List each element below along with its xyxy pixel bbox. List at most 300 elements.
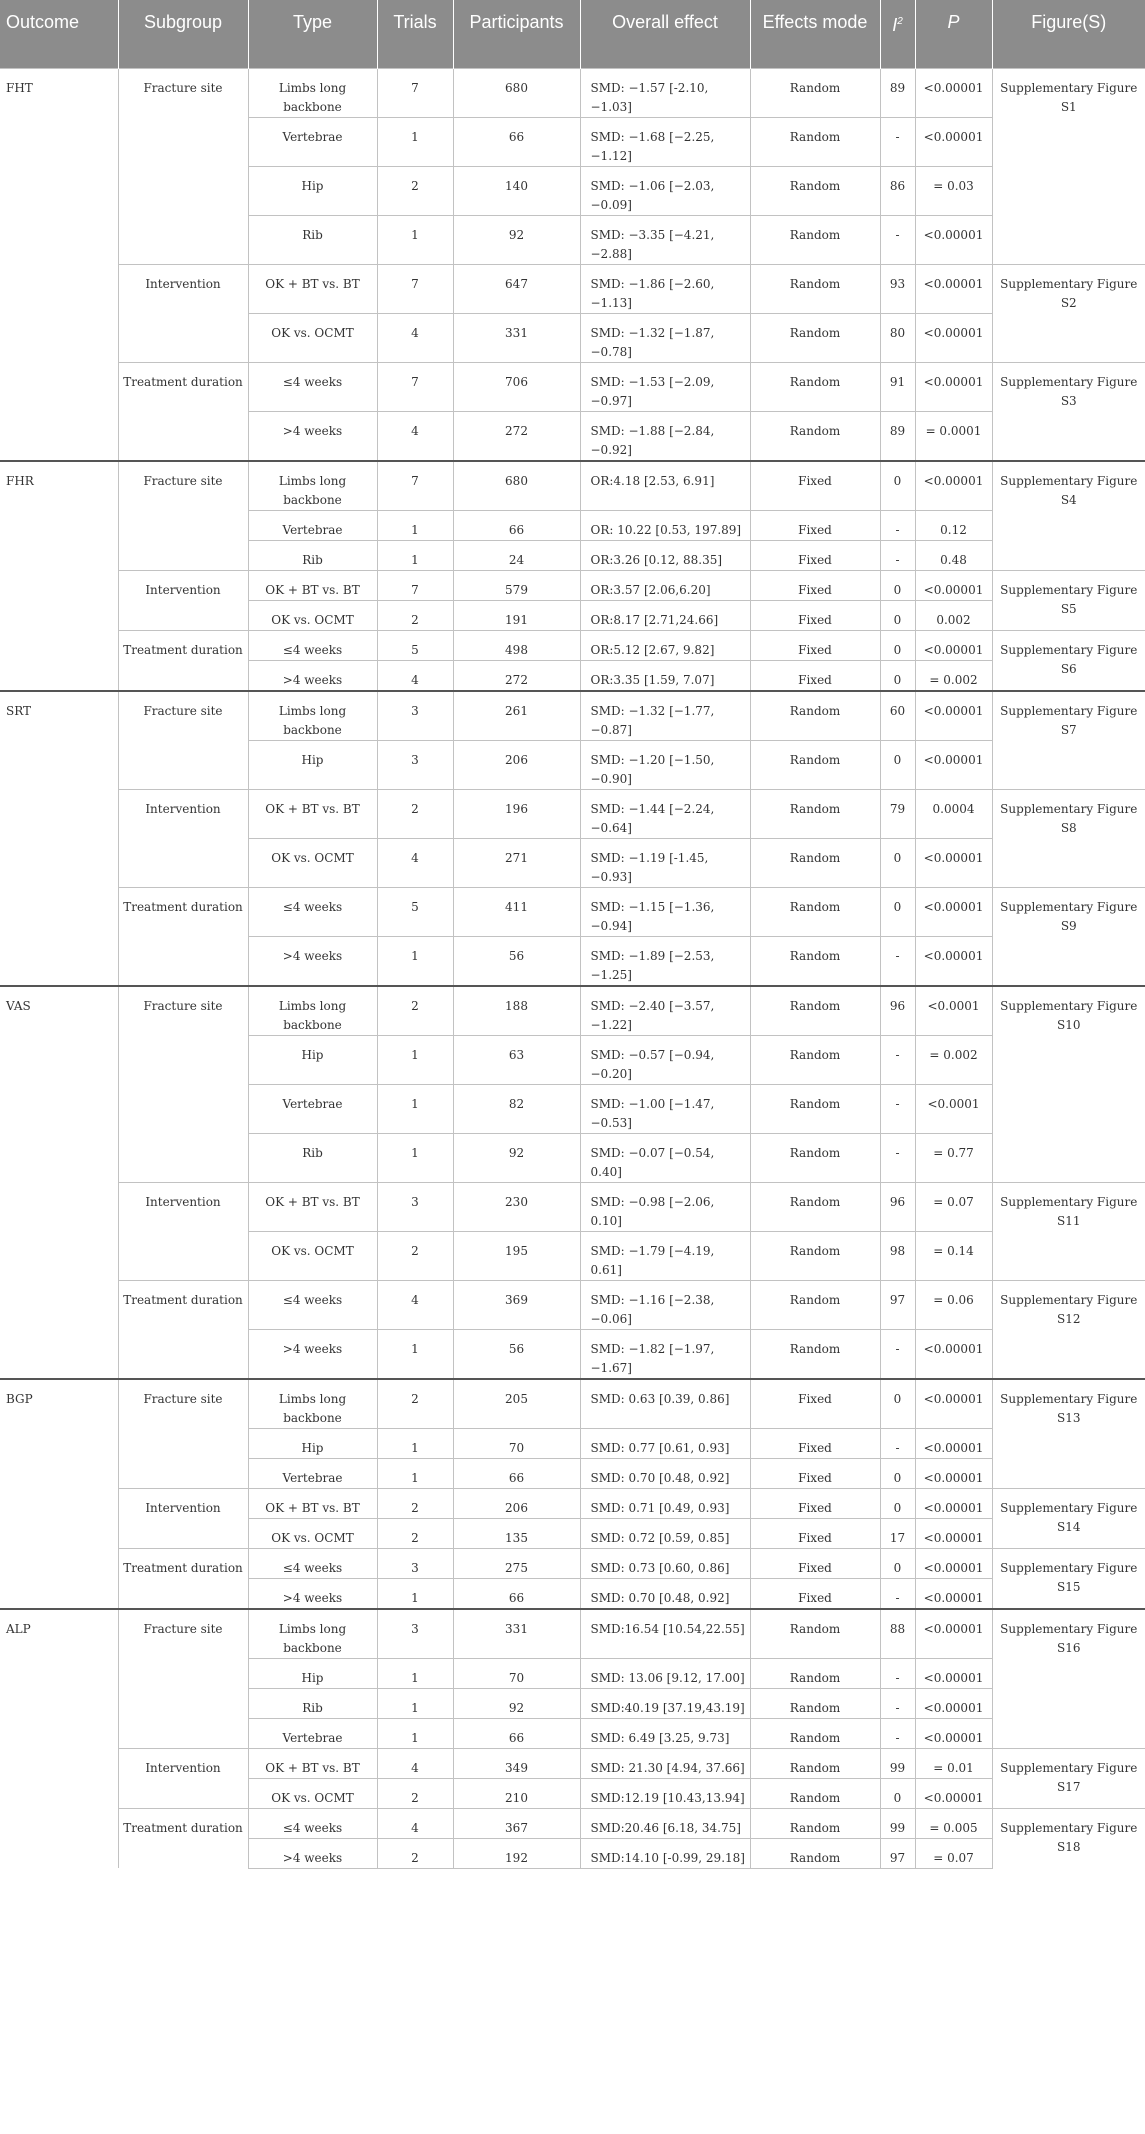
participants-cell: 706 (453, 362, 580, 411)
trials-cell: 7 (377, 68, 453, 117)
outcome-cell: BGP (0, 1379, 118, 1609)
table-row (0, 986, 1145, 1036)
overall-effect-cell: SMD: −2.40 [−3.57, −1.22] (580, 986, 750, 1036)
overall-effect-cell: SMD: −1.68 [−2.25, −1.12] (580, 117, 750, 166)
i2-cell: 97 (880, 1838, 915, 1868)
trials-cell: 7 (377, 362, 453, 411)
table-row (0, 68, 1145, 117)
header-overall-effect: Overall effect (580, 0, 750, 68)
subgroup-cell: Fracture site (118, 691, 248, 790)
type-cell: OK vs. OCMT (248, 600, 377, 630)
subgroup-cell: Intervention (118, 1748, 248, 1808)
type-cell: Limbs long backbone (248, 461, 377, 511)
i2-cell: 0 (880, 740, 915, 789)
trials-cell: 4 (377, 1808, 453, 1838)
i2-cell: 99 (880, 1808, 915, 1838)
overall-effect-cell: SMD: −1.32 [−1.77, −0.87] (580, 691, 750, 741)
p-value-cell: <0.00001 (915, 1609, 992, 1659)
p-value-cell: <0.00001 (915, 630, 992, 660)
type-cell: OK vs. OCMT (248, 1518, 377, 1548)
participants-cell: 66 (453, 1578, 580, 1609)
participants-cell: 647 (453, 264, 580, 313)
effects-mode-cell: Fixed (750, 660, 880, 691)
participants-cell: 680 (453, 461, 580, 511)
table-row (0, 264, 1145, 313)
figure-reference-cell: Supplementary Figure S1 (992, 68, 1145, 264)
overall-effect-cell: SMD: −1.82 [−1.97, −1.67] (580, 1329, 750, 1379)
header-effects-mode: Effects mode (750, 0, 880, 68)
p-value-cell: = 0.14 (915, 1231, 992, 1280)
type-cell: Limbs long backbone (248, 1609, 377, 1659)
type-cell: Rib (248, 540, 377, 570)
type-cell: Hip (248, 1428, 377, 1458)
effects-mode-cell: Random (750, 1035, 880, 1084)
figure-reference-cell: Supplementary Figure S11 (992, 1182, 1145, 1280)
participants-cell: 680 (453, 68, 580, 117)
overall-effect-cell: SMD:40.19 [37.19,43.19] (580, 1688, 750, 1718)
overall-effect-cell: SMD: −1.86 [−2.60, −1.13] (580, 264, 750, 313)
type-cell: Hip (248, 166, 377, 215)
i2-cell: - (880, 510, 915, 540)
table-row (0, 887, 1145, 936)
type-cell: Limbs long backbone (248, 1379, 377, 1429)
i2-cell: 97 (880, 1280, 915, 1329)
outcome-cell: VAS (0, 986, 118, 1379)
participants-cell: 82 (453, 1084, 580, 1133)
overall-effect-cell: SMD: −1.57 [-2.10, −1.03] (580, 68, 750, 117)
subgroup-cell: Intervention (118, 1182, 248, 1280)
trials-cell: 1 (377, 1084, 453, 1133)
figure-reference-cell: Supplementary Figure S18 (992, 1808, 1145, 1868)
p-value-cell: = 0.77 (915, 1133, 992, 1182)
participants-cell: 272 (453, 411, 580, 461)
participants-cell: 188 (453, 986, 580, 1036)
p-value-cell: <0.00001 (915, 740, 992, 789)
trials-cell: 4 (377, 1280, 453, 1329)
subgroup-cell: Fracture site (118, 986, 248, 1183)
overall-effect-cell: SMD: −1.19 [-1.45, −0.93] (580, 838, 750, 887)
subgroup-cell: Fracture site (118, 68, 248, 264)
type-cell: >4 weeks (248, 411, 377, 461)
i2-cell: 0 (880, 660, 915, 691)
type-cell: OK + BT vs. BT (248, 1182, 377, 1231)
header-p: P (915, 0, 992, 68)
effects-mode-cell: Fixed (750, 1458, 880, 1488)
trials-cell: 1 (377, 1688, 453, 1718)
p-value-cell: <0.00001 (915, 1329, 992, 1379)
table-row (0, 570, 1145, 600)
p-value-cell: <0.00001 (915, 1488, 992, 1518)
type-cell: ≤4 weeks (248, 1808, 377, 1838)
header-i2-base: I (892, 15, 898, 35)
p-value-cell: <0.00001 (915, 117, 992, 166)
effects-mode-cell: Random (750, 986, 880, 1036)
effects-mode-cell: Random (750, 789, 880, 838)
i2-cell: - (880, 1688, 915, 1718)
trials-cell: 7 (377, 461, 453, 511)
trials-cell: 2 (377, 166, 453, 215)
i2-cell: 0 (880, 1548, 915, 1578)
effects-mode-cell: Random (750, 1084, 880, 1133)
overall-effect-cell: OR: 10.22 [0.53, 197.89] (580, 510, 750, 540)
table-row (0, 1808, 1145, 1838)
type-cell: Limbs long backbone (248, 986, 377, 1036)
effects-mode-cell: Random (750, 1658, 880, 1688)
participants-cell: 367 (453, 1808, 580, 1838)
type-cell: >4 weeks (248, 936, 377, 986)
figure-reference-cell: Supplementary Figure S9 (992, 887, 1145, 986)
effects-mode-cell: Random (750, 1808, 880, 1838)
effects-mode-cell: Fixed (750, 600, 880, 630)
table-row (0, 461, 1145, 511)
overall-effect-cell: SMD: 6.49 [3.25, 9.73] (580, 1718, 750, 1748)
overall-effect-cell: OR:3.35 [1.59, 7.07] (580, 660, 750, 691)
participants-cell: 24 (453, 540, 580, 570)
header-i2-sup: 2 (897, 16, 903, 27)
trials-cell: 1 (377, 1133, 453, 1182)
i2-cell: 89 (880, 411, 915, 461)
p-value-cell: <0.00001 (915, 1518, 992, 1548)
overall-effect-cell: SMD:14.10 [-0.99, 29.18] (580, 1838, 750, 1868)
type-cell: Hip (248, 740, 377, 789)
table-body (0, 68, 1145, 1868)
type-cell: OK + BT vs. BT (248, 1488, 377, 1518)
participants-cell: 275 (453, 1548, 580, 1578)
figure-reference-cell: Supplementary Figure S8 (992, 789, 1145, 887)
type-cell: ≤4 weeks (248, 887, 377, 936)
type-cell: Hip (248, 1658, 377, 1688)
figure-reference-cell: Supplementary Figure S12 (992, 1280, 1145, 1379)
i2-cell: 0 (880, 570, 915, 600)
figure-reference-cell: Supplementary Figure S3 (992, 362, 1145, 461)
type-cell: Vertebrae (248, 1718, 377, 1748)
overall-effect-cell: SMD: −1.79 [−4.19, 0.61] (580, 1231, 750, 1280)
subgroup-cell: Treatment duration (118, 1808, 248, 1868)
effects-mode-cell: Random (750, 936, 880, 986)
figure-reference-cell: Supplementary Figure S16 (992, 1609, 1145, 1749)
effects-mode-cell: Random (750, 166, 880, 215)
overall-effect-cell: SMD: −1.88 [−2.84, −0.92] (580, 411, 750, 461)
table-row (0, 1548, 1145, 1578)
participants-cell: 66 (453, 1458, 580, 1488)
i2-cell: 0 (880, 1379, 915, 1429)
type-cell: Vertebrae (248, 510, 377, 540)
trials-cell: 2 (377, 600, 453, 630)
p-value-cell: 0.48 (915, 540, 992, 570)
overall-effect-cell: SMD: 21.30 [4.94, 37.66] (580, 1748, 750, 1778)
type-cell: Rib (248, 1133, 377, 1182)
p-value-cell: <0.0001 (915, 1084, 992, 1133)
i2-cell: - (880, 936, 915, 986)
overall-effect-cell: OR:4.18 [2.53, 6.91] (580, 461, 750, 511)
overall-effect-cell: SMD: −1.16 [−2.38, −0.06] (580, 1280, 750, 1329)
participants-cell: 66 (453, 510, 580, 540)
participants-cell: 195 (453, 1231, 580, 1280)
effects-mode-cell: Fixed (750, 1488, 880, 1518)
p-value-cell: <0.00001 (915, 1428, 992, 1458)
figure-reference-cell: Supplementary Figure S13 (992, 1379, 1145, 1489)
effects-mode-cell: Random (750, 215, 880, 264)
effects-mode-cell: Fixed (750, 461, 880, 511)
overall-effect-cell: SMD:16.54 [10.54,22.55] (580, 1609, 750, 1659)
trials-cell: 3 (377, 691, 453, 741)
table-row (0, 1748, 1145, 1778)
p-value-cell: = 0.07 (915, 1182, 992, 1231)
i2-cell: 80 (880, 313, 915, 362)
p-value-cell: = 0.01 (915, 1748, 992, 1778)
effects-mode-cell: Random (750, 68, 880, 117)
i2-cell: - (880, 1329, 915, 1379)
type-cell: OK + BT vs. BT (248, 570, 377, 600)
trials-cell: 1 (377, 1578, 453, 1609)
type-cell: Rib (248, 215, 377, 264)
overall-effect-cell: SMD: −1.89 [−2.53, −1.25] (580, 936, 750, 986)
overall-effect-cell: SMD: −0.07 [−0.54, 0.40] (580, 1133, 750, 1182)
outcome-cell: FHR (0, 461, 118, 691)
header-type: Type (248, 0, 377, 68)
p-value-cell: = 0.002 (915, 1035, 992, 1084)
trials-cell: 5 (377, 630, 453, 660)
effects-mode-cell: Random (750, 1231, 880, 1280)
header-outcome: Outcome (0, 0, 118, 68)
effects-mode-cell: Random (750, 1688, 880, 1718)
overall-effect-cell: SMD: −0.98 [−2.06, 0.10] (580, 1182, 750, 1231)
figure-reference-cell: Supplementary Figure S2 (992, 264, 1145, 362)
subgroup-cell: Fracture site (118, 1609, 248, 1749)
overall-effect-cell: SMD: −1.44 [−2.24, −0.64] (580, 789, 750, 838)
p-value-cell: = 0.005 (915, 1808, 992, 1838)
p-value-cell: 0.002 (915, 600, 992, 630)
i2-cell: 60 (880, 691, 915, 741)
trials-cell: 2 (377, 1518, 453, 1548)
trials-cell: 1 (377, 540, 453, 570)
p-value-cell: <0.00001 (915, 264, 992, 313)
effects-mode-cell: Random (750, 264, 880, 313)
outcome-cell: SRT (0, 691, 118, 986)
participants-cell: 271 (453, 838, 580, 887)
type-cell: Limbs long backbone (248, 691, 377, 741)
i2-cell: 17 (880, 1518, 915, 1548)
i2-cell: - (880, 1133, 915, 1182)
table-row (0, 1280, 1145, 1329)
type-cell: Rib (248, 1688, 377, 1718)
type-cell: >4 weeks (248, 1578, 377, 1609)
participants-cell: 135 (453, 1518, 580, 1548)
table-row (0, 1182, 1145, 1231)
type-cell: OK vs. OCMT (248, 313, 377, 362)
trials-cell: 1 (377, 1458, 453, 1488)
i2-cell: 96 (880, 986, 915, 1036)
trials-cell: 4 (377, 660, 453, 691)
i2-cell: 0 (880, 1488, 915, 1518)
subgroup-cell: Treatment duration (118, 887, 248, 986)
p-value-cell: <0.00001 (915, 1458, 992, 1488)
trials-cell: 2 (377, 1778, 453, 1808)
i2-cell: 0 (880, 461, 915, 511)
trials-cell: 2 (377, 1488, 453, 1518)
effects-mode-cell: Random (750, 838, 880, 887)
effects-mode-cell: Random (750, 1748, 880, 1778)
overall-effect-cell: SMD: 0.72 [0.59, 0.85] (580, 1518, 750, 1548)
participants-cell: 261 (453, 691, 580, 741)
figure-reference-cell: Supplementary Figure S10 (992, 986, 1145, 1183)
participants-cell: 192 (453, 1838, 580, 1868)
type-cell: OK + BT vs. BT (248, 1748, 377, 1778)
effects-mode-cell: Fixed (750, 630, 880, 660)
participants-cell: 140 (453, 166, 580, 215)
participants-cell: 579 (453, 570, 580, 600)
overall-effect-cell: SMD: −1.15 [−1.36, −0.94] (580, 887, 750, 936)
overall-effect-cell: SMD: 0.73 [0.60, 0.86] (580, 1548, 750, 1578)
header-i2 (880, 0, 915, 68)
overall-effect-cell: SMD: −0.57 [−0.94, −0.20] (580, 1035, 750, 1084)
trials-cell: 3 (377, 1182, 453, 1231)
subgroup-cell: Treatment duration (118, 1280, 248, 1379)
header-trials: Trials (377, 0, 453, 68)
type-cell: >4 weeks (248, 1329, 377, 1379)
p-value-cell: = 0.06 (915, 1280, 992, 1329)
trials-cell: 4 (377, 411, 453, 461)
i2-cell: - (880, 1658, 915, 1688)
overall-effect-cell: SMD: −1.32 [−1.87, −0.78] (580, 313, 750, 362)
figure-reference-cell: Supplementary Figure S6 (992, 630, 1145, 691)
participants-cell: 56 (453, 936, 580, 986)
effects-mode-cell: Random (750, 313, 880, 362)
p-value-cell: <0.00001 (915, 1379, 992, 1429)
p-value-cell: = 0.03 (915, 166, 992, 215)
p-value-cell: <0.00001 (915, 461, 992, 511)
trials-cell: 5 (377, 887, 453, 936)
participants-cell: 92 (453, 1133, 580, 1182)
effects-mode-cell: Random (750, 1609, 880, 1659)
subgroup-cell: Fracture site (118, 1379, 248, 1489)
i2-cell: 99 (880, 1748, 915, 1778)
p-value-cell: 0.0004 (915, 789, 992, 838)
overall-effect-cell: SMD: −1.06 [−2.03, −0.09] (580, 166, 750, 215)
table-row (0, 691, 1145, 741)
participants-cell: 210 (453, 1778, 580, 1808)
subgroup-cell: Treatment duration (118, 630, 248, 691)
participants-cell: 92 (453, 215, 580, 264)
overall-effect-cell: SMD:12.19 [10.43,13.94] (580, 1778, 750, 1808)
participants-cell: 331 (453, 313, 580, 362)
effects-mode-cell: Fixed (750, 540, 880, 570)
overall-effect-cell: SMD: 0.77 [0.61, 0.93] (580, 1428, 750, 1458)
p-value-cell: <0.00001 (915, 313, 992, 362)
overall-effect-cell: OR:3.26 [0.12, 88.35] (580, 540, 750, 570)
subgroup-cell: Treatment duration (118, 1548, 248, 1609)
overall-effect-cell: SMD: −1.00 [−1.47, −0.53] (580, 1084, 750, 1133)
header-subgroup: Subgroup (118, 0, 248, 68)
effects-mode-cell: Fixed (750, 1518, 880, 1548)
trials-cell: 2 (377, 1231, 453, 1280)
trials-cell: 4 (377, 313, 453, 362)
trials-cell: 2 (377, 789, 453, 838)
table-row (0, 789, 1145, 838)
p-value-cell: <0.00001 (915, 1688, 992, 1718)
effects-mode-cell: Fixed (750, 570, 880, 600)
participants-cell: 369 (453, 1280, 580, 1329)
p-value-cell: <0.00001 (915, 68, 992, 117)
i2-cell: 0 (880, 1778, 915, 1808)
table-header-row (0, 0, 1145, 68)
trials-cell: 1 (377, 1428, 453, 1458)
i2-cell: - (880, 1718, 915, 1748)
i2-cell: 0 (880, 838, 915, 887)
participants-cell: 230 (453, 1182, 580, 1231)
subgroup-cell: Intervention (118, 1488, 248, 1548)
effects-mode-cell: Fixed (750, 510, 880, 540)
type-cell: ≤4 weeks (248, 362, 377, 411)
i2-cell: 98 (880, 1231, 915, 1280)
i2-cell: 89 (880, 68, 915, 117)
i2-cell: - (880, 1035, 915, 1084)
overall-effect-cell: SMD: 0.71 [0.49, 0.93] (580, 1488, 750, 1518)
trials-cell: 3 (377, 740, 453, 789)
participants-cell: 196 (453, 789, 580, 838)
participants-cell: 331 (453, 1609, 580, 1659)
p-value-cell: <0.0001 (915, 986, 992, 1036)
type-cell: OK + BT vs. BT (248, 264, 377, 313)
i2-cell: - (880, 1578, 915, 1609)
figure-reference-cell: Supplementary Figure S17 (992, 1748, 1145, 1808)
effects-mode-cell: Random (750, 1838, 880, 1868)
p-value-cell: <0.00001 (915, 1658, 992, 1688)
participants-cell: 70 (453, 1428, 580, 1458)
type-cell: OK vs. OCMT (248, 1231, 377, 1280)
overall-effect-cell: SMD: −1.53 [−2.09, −0.97] (580, 362, 750, 411)
i2-cell: - (880, 1428, 915, 1458)
effects-mode-cell: Random (750, 1182, 880, 1231)
type-cell: ≤4 weeks (248, 1280, 377, 1329)
overall-effect-cell: SMD: −1.20 [−1.50, −0.90] (580, 740, 750, 789)
trials-cell: 3 (377, 1548, 453, 1578)
participants-cell: 92 (453, 1688, 580, 1718)
effects-mode-cell: Random (750, 411, 880, 461)
effects-mode-cell: Random (750, 1718, 880, 1748)
trials-cell: 2 (377, 1379, 453, 1429)
p-value-cell: = 0.0001 (915, 411, 992, 461)
trials-cell: 4 (377, 838, 453, 887)
i2-cell: - (880, 1084, 915, 1133)
trials-cell: 2 (377, 986, 453, 1036)
p-value-cell: <0.00001 (915, 570, 992, 600)
subgroup-cell: Fracture site (118, 461, 248, 571)
type-cell: ≤4 weeks (248, 1548, 377, 1578)
type-cell: OK + BT vs. BT (248, 789, 377, 838)
overall-effect-cell: SMD:20.46 [6.18, 34.75] (580, 1808, 750, 1838)
p-value-cell: <0.00001 (915, 362, 992, 411)
type-cell: OK vs. OCMT (248, 1778, 377, 1808)
overall-effect-cell: SMD: 0.70 [0.48, 0.92] (580, 1578, 750, 1609)
participants-cell: 206 (453, 740, 580, 789)
i2-cell: 0 (880, 600, 915, 630)
type-cell: Vertebrae (248, 1084, 377, 1133)
figure-reference-cell: Supplementary Figure S14 (992, 1488, 1145, 1548)
participants-cell: 191 (453, 600, 580, 630)
table-row (0, 362, 1145, 411)
header-figures: Figure(S) (992, 0, 1145, 68)
subgroup-cell: Intervention (118, 264, 248, 362)
trials-cell: 1 (377, 510, 453, 540)
type-cell: >4 weeks (248, 1838, 377, 1868)
i2-cell: - (880, 540, 915, 570)
i2-cell: 88 (880, 1609, 915, 1659)
trials-cell: 1 (377, 936, 453, 986)
figure-reference-cell: Supplementary Figure S7 (992, 691, 1145, 790)
table-row (0, 630, 1145, 660)
type-cell: ≤4 weeks (248, 630, 377, 660)
